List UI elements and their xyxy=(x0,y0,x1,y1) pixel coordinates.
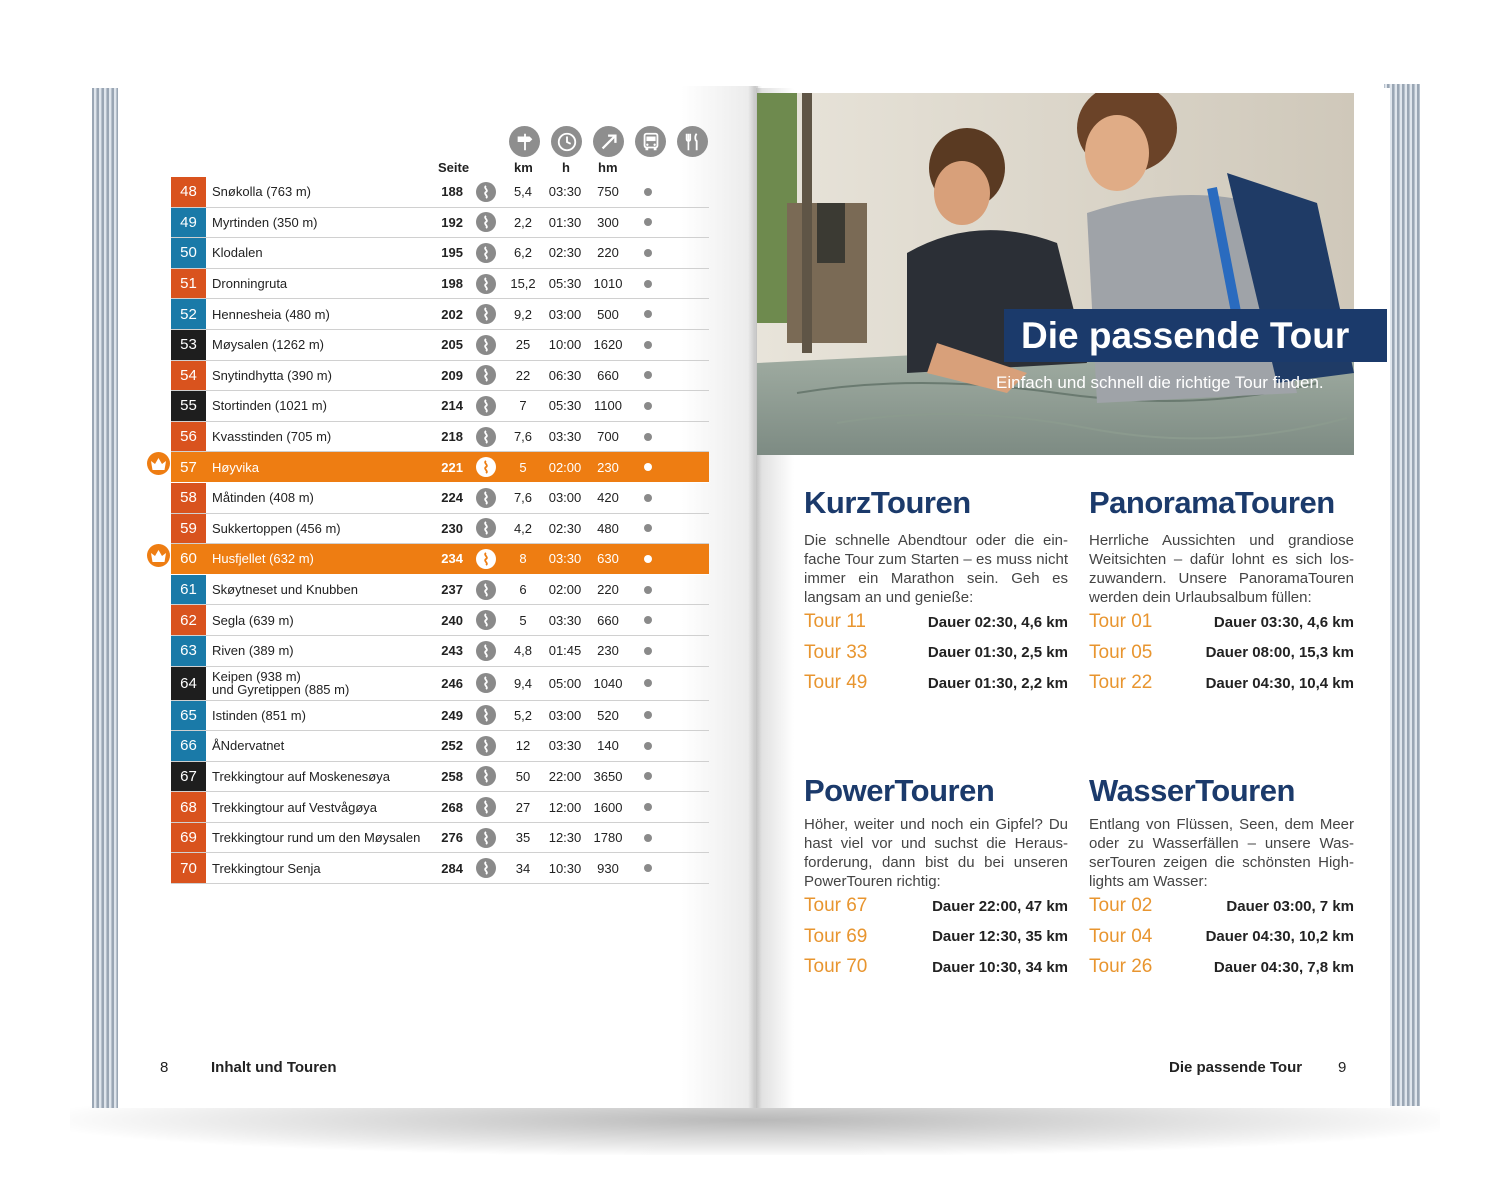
tour-ascent: 220 xyxy=(597,582,619,598)
tour-km: 5,2 xyxy=(513,707,533,723)
bus-icon xyxy=(635,126,666,157)
route-type-icon xyxy=(475,792,497,822)
left-page-number: 8 xyxy=(160,1059,169,1076)
header-icons xyxy=(509,126,708,157)
restaurant-indicator xyxy=(641,299,655,329)
tour-page: 202 xyxy=(441,306,463,322)
tour-number: 67 xyxy=(171,762,206,792)
tour-name: Skøytneset und Knubben xyxy=(212,582,358,598)
tour-ascent: 930 xyxy=(597,860,619,876)
right-running-title: Die passende Tour xyxy=(1169,1059,1303,1076)
tour-name: ÅNdervatnet xyxy=(212,738,285,754)
tour-number: 59 xyxy=(171,514,206,544)
restaurant-indicator xyxy=(641,330,655,360)
tour-km: 25 xyxy=(515,337,531,353)
restaurant-indicator xyxy=(641,636,655,666)
tour-name: Trekkingtour rund um den Møysalen xyxy=(212,830,421,846)
restaurant-indicator xyxy=(641,452,655,482)
table-row[interactable] xyxy=(171,208,709,239)
tour-list xyxy=(1089,891,1354,983)
restaurant-indicator xyxy=(641,575,655,605)
tour-ascent: 500 xyxy=(597,306,619,322)
hero-title: Die passende Tour xyxy=(1004,309,1387,362)
tour-ascent: 230 xyxy=(597,643,619,659)
tour-duration: 03:00 xyxy=(548,306,582,322)
clock-icon xyxy=(551,126,582,157)
tour-page: 240 xyxy=(441,612,463,628)
tour-km: 9,2 xyxy=(513,306,533,322)
tour-km: 5,4 xyxy=(513,184,533,200)
column-header-seite: Seite xyxy=(438,160,470,175)
tour-page: 221 xyxy=(441,459,463,475)
tour-name: Husfjellet (632 m) xyxy=(212,551,314,567)
tour-number: 57 xyxy=(171,452,206,482)
tour-name: Myrtinden (350 m) xyxy=(212,214,318,230)
tour-ascent: 700 xyxy=(597,429,619,445)
tour-km: 12 xyxy=(515,738,531,754)
tour-page: 230 xyxy=(441,520,463,536)
tour-ascent: 230 xyxy=(597,459,619,475)
tour-link[interactable]: Tour 22 xyxy=(1089,672,1153,694)
tour-page: 237 xyxy=(441,582,463,598)
tour-link[interactable]: Tour 04 xyxy=(1089,925,1153,947)
tour-duration: 06:30 xyxy=(548,367,582,383)
tour-km: 2,2 xyxy=(513,214,533,230)
table-row[interactable] xyxy=(171,701,709,732)
tour-ascent: 1600 xyxy=(593,799,623,815)
tour-ascent: 520 xyxy=(597,707,619,723)
hikers-illustration xyxy=(757,93,1354,455)
hero-subtitle: Einfach und schnell die richtige Tour finden. xyxy=(996,373,1324,392)
table-row[interactable] xyxy=(171,823,709,854)
tour-ascent: 630 xyxy=(597,551,619,567)
tour-link[interactable]: Tour 02 xyxy=(1089,895,1153,917)
tour-km: 34 xyxy=(515,860,531,876)
tour-name: Trekkingtour Senja xyxy=(212,860,321,876)
tour-duration: Dauer 04:30, 10,4 km xyxy=(1205,674,1354,692)
tour-km: 5 xyxy=(519,612,527,628)
tour-number: 48 xyxy=(171,177,206,207)
tour-duration: Dauer 04:30, 7,8 km xyxy=(1213,958,1354,976)
tour-name: Segla (639 m) xyxy=(212,612,294,628)
section-text: Die schnelle Abendtour oder die ein-fache Tour zum Starten – es muss nicht immer ein Marathon sein. Geh es langsam an und genieße: xyxy=(804,532,1068,606)
route-type-icon xyxy=(475,330,497,360)
tour-duration: 03:30 xyxy=(548,612,582,628)
tour-name: Stortinden (1021 m) xyxy=(212,398,327,414)
tour-km: 4,8 xyxy=(513,643,533,659)
restaurant-indicator xyxy=(641,177,655,207)
tour-duration: 22:00 xyxy=(548,768,582,784)
restaurant-indicator xyxy=(641,731,655,761)
tour-km: 35 xyxy=(515,830,531,846)
tour-name: Trekkingtour auf Moskenesøya xyxy=(212,768,390,784)
tour-duration: 02:30 xyxy=(548,245,582,261)
section-text: Entlang von Flüssen, Seen, dem Meer oder zu Wasserfällen – unsere Was-serTouren zeigen die schönsten High-lights am Wasser: xyxy=(1089,816,1354,890)
tour-duration: 01:45 xyxy=(548,643,582,659)
tour-km: 50 xyxy=(515,768,531,784)
tour-page: 252 xyxy=(441,738,463,754)
tour-page: 209 xyxy=(441,367,463,383)
tour-duration: 05:30 xyxy=(548,276,582,292)
tour-km: 7 xyxy=(519,398,527,414)
tour-duration: Dauer 01:30, 2,5 km xyxy=(927,644,1068,662)
tour-number: 70 xyxy=(171,853,206,883)
tour-name: Høyvika xyxy=(212,459,259,475)
route-type-icon xyxy=(475,422,497,452)
tour-number: 64 xyxy=(171,667,206,700)
tour-km: 8 xyxy=(519,551,527,567)
tour-page: 284 xyxy=(441,860,463,876)
section-kurztouren xyxy=(804,485,1068,699)
tour-duration: 12:30 xyxy=(548,830,582,846)
route-type-icon xyxy=(475,208,497,238)
section-title: PowerTouren xyxy=(804,773,995,808)
tour-number: 66 xyxy=(171,731,206,761)
tour-ascent: 660 xyxy=(597,612,619,628)
restaurant-indicator xyxy=(641,391,655,421)
tour-link[interactable]: Tour 11 xyxy=(804,611,866,633)
section-panoramatouren xyxy=(1089,485,1354,699)
tour-name: Keipen (938 m) und Gyretippen (885 m) xyxy=(212,669,350,697)
tour-page: 268 xyxy=(441,799,463,815)
restaurant-indicator xyxy=(641,823,655,853)
restaurant-indicator xyxy=(641,361,655,391)
table-row[interactable] xyxy=(171,792,709,823)
tour-name: Snytindhytta (390 m) xyxy=(212,367,332,383)
tour-number: 49 xyxy=(171,208,206,238)
tour-duration: Dauer 01:30, 2,2 km xyxy=(927,674,1068,692)
tour-duration: 10:00 xyxy=(548,337,582,353)
tour-ascent: 1620 xyxy=(593,337,623,353)
table-row[interactable] xyxy=(171,391,709,422)
tour-link[interactable]: Tour 49 xyxy=(804,672,868,694)
tour-list xyxy=(804,891,1068,983)
route-type-icon xyxy=(475,361,497,391)
tour-duration: 05:00 xyxy=(548,675,582,691)
left-running-title: Inhalt und Touren xyxy=(211,1059,337,1076)
tour-duration: Dauer 08:00, 15,3 km xyxy=(1205,644,1354,662)
section-title: WasserTouren xyxy=(1089,773,1295,808)
tour-link[interactable]: Tour 67 xyxy=(804,895,868,917)
restaurant-icon xyxy=(677,126,708,157)
route-type-icon xyxy=(475,269,497,299)
tour-link[interactable]: Tour 05 xyxy=(1089,641,1153,663)
tour-page: 258 xyxy=(441,768,463,784)
table-row[interactable] xyxy=(171,605,709,636)
tour-km: 15,2 xyxy=(510,276,536,292)
tour-name: Kvasstinden (705 m) xyxy=(212,429,332,445)
table-row[interactable] xyxy=(171,269,709,300)
section-text: Herrliche Aussichten und grandiose Weitsichten – dafür lohnt es sich los-zuwandern. Unsere PanoramaTouren werden dein Urlaubsalbum füllen: xyxy=(1089,532,1354,606)
tour-km: 22 xyxy=(515,367,531,383)
column-header-hm: hm xyxy=(598,160,618,175)
tour-number: 54 xyxy=(171,361,206,391)
tour-duration: 10:30 xyxy=(548,860,582,876)
tour-duration: 03:30 xyxy=(548,738,582,754)
table-row[interactable] xyxy=(171,299,709,330)
right-page-number: 9 xyxy=(1338,1059,1347,1076)
tour-name: Sukkertoppen (456 m) xyxy=(212,520,341,536)
tour-link[interactable]: Tour 26 xyxy=(1089,956,1153,978)
hero-photo xyxy=(757,93,1354,455)
signpost-icon xyxy=(509,126,540,157)
route-type-icon xyxy=(475,452,497,482)
tour-duration: 03:30 xyxy=(548,184,582,200)
tour-ascent: 300 xyxy=(597,214,619,230)
tour-link[interactable]: Tour 01 xyxy=(1089,611,1153,633)
tour-link[interactable]: Tour 69 xyxy=(804,925,868,947)
tour-page: 276 xyxy=(441,830,463,846)
table-row[interactable] xyxy=(171,422,709,453)
section-powertouren xyxy=(804,773,1068,983)
tour-number: 63 xyxy=(171,636,206,666)
tour-name: Riven (389 m) xyxy=(212,643,294,659)
tour-page: 246 xyxy=(441,675,463,691)
tour-duration: Dauer 03:30, 4,6 km xyxy=(1213,613,1354,631)
column-header-km: km xyxy=(514,160,533,175)
tour-ascent: 140 xyxy=(597,738,619,754)
tour-name: Trekkingtour auf Vestvågøya xyxy=(212,799,377,815)
tour-number: 62 xyxy=(171,605,206,635)
tour-number: 68 xyxy=(171,792,206,822)
table-row[interactable] xyxy=(171,452,709,483)
route-type-icon xyxy=(475,299,497,329)
tour-km: 7,6 xyxy=(513,490,533,506)
tour-name: Dronningruta xyxy=(212,276,288,292)
table-row[interactable] xyxy=(171,330,709,361)
tour-km: 6,2 xyxy=(513,245,533,261)
ascent-icon xyxy=(593,126,624,157)
route-type-icon xyxy=(475,605,497,635)
tour-ascent: 420 xyxy=(597,490,619,506)
tour-page: 192 xyxy=(441,214,463,230)
tour-duration: 03:30 xyxy=(548,551,582,567)
table-row[interactable] xyxy=(171,762,709,793)
tour-name: Klodalen xyxy=(212,245,263,261)
tour-table xyxy=(171,177,709,884)
route-type-icon xyxy=(475,575,497,605)
restaurant-indicator xyxy=(641,269,655,299)
tour-duration: Dauer 03:00, 7 km xyxy=(1226,897,1354,915)
restaurant-indicator xyxy=(641,762,655,792)
tour-page: 214 xyxy=(441,398,463,414)
tour-duration: 02:00 xyxy=(548,582,582,598)
tour-ascent: 3650 xyxy=(593,768,623,784)
section-text: Höher, weiter und noch ein Gipfel? Du hast viel vor und suchst die Heraus-forderung, dann bist du bei unseren PowerTouren richtig: xyxy=(804,816,1068,890)
table-row[interactable] xyxy=(171,361,709,392)
tour-duration: Dauer 04:30, 10,2 km xyxy=(1205,928,1354,946)
tour-ascent: 1780 xyxy=(593,830,623,846)
tour-number: 55 xyxy=(171,391,206,421)
tour-ascent: 1040 xyxy=(593,675,623,691)
table-row[interactable] xyxy=(171,238,709,269)
tour-number: 51 xyxy=(171,269,206,299)
tour-duration: 03:00 xyxy=(548,707,582,723)
table-row[interactable] xyxy=(171,514,709,545)
route-type-icon xyxy=(475,483,497,513)
route-type-icon xyxy=(475,636,497,666)
tour-duration: 03:30 xyxy=(548,429,582,445)
restaurant-indicator xyxy=(641,208,655,238)
tour-duration: Dauer 10:30, 34 km xyxy=(932,958,1068,976)
route-type-icon xyxy=(475,823,497,853)
tour-number: 50 xyxy=(171,238,206,268)
table-row[interactable] xyxy=(171,177,709,208)
crown-icon xyxy=(147,544,170,567)
table-row[interactable] xyxy=(171,636,709,667)
restaurant-indicator xyxy=(641,238,655,268)
tour-page: 234 xyxy=(441,551,463,567)
tour-name: Istinden (851 m) xyxy=(212,707,306,723)
section-wassertouren xyxy=(1089,773,1354,983)
route-type-icon xyxy=(475,853,497,883)
tour-number: 56 xyxy=(171,422,206,452)
restaurant-indicator xyxy=(641,605,655,635)
restaurant-indicator xyxy=(641,701,655,731)
column-header-h: h xyxy=(562,160,570,175)
table-row[interactable] xyxy=(171,731,709,762)
tour-duration: Dauer 22:00, 47 km xyxy=(932,897,1068,915)
tour-km: 5 xyxy=(519,459,527,475)
tour-duration: Dauer 12:30, 35 km xyxy=(932,928,1068,946)
tour-page: 188 xyxy=(441,184,463,200)
tour-duration: 02:30 xyxy=(548,520,582,536)
route-type-icon xyxy=(475,544,497,574)
route-type-icon xyxy=(475,667,497,700)
restaurant-indicator xyxy=(641,853,655,883)
tour-ascent: 1010 xyxy=(593,276,623,292)
route-type-icon xyxy=(475,391,497,421)
tour-name: Hennesheia (480 m) xyxy=(212,306,330,322)
tour-page: 224 xyxy=(441,490,463,506)
tour-km: 9,4 xyxy=(513,675,533,691)
tour-ascent: 220 xyxy=(597,245,619,261)
tour-km: 7,6 xyxy=(513,429,533,445)
tour-duration: 03:00 xyxy=(548,490,582,506)
tour-number: 60 xyxy=(171,544,206,574)
tour-km: 4,2 xyxy=(513,520,533,536)
table-row[interactable] xyxy=(171,483,709,514)
tour-link[interactable]: Tour 33 xyxy=(804,641,868,663)
table-row[interactable] xyxy=(171,575,709,606)
tour-number: 58 xyxy=(171,483,206,513)
tour-name: Møysalen (1262 m) xyxy=(212,337,324,353)
tour-page: 249 xyxy=(441,707,463,723)
tour-page: 205 xyxy=(441,337,463,353)
tour-number: 53 xyxy=(171,330,206,360)
tour-duration: 05:30 xyxy=(548,398,582,414)
tour-km: 6 xyxy=(519,582,527,598)
tour-duration: 01:30 xyxy=(548,214,582,230)
section-title: PanoramaTouren xyxy=(1089,485,1335,520)
route-type-icon xyxy=(475,701,497,731)
table-row[interactable] xyxy=(171,667,709,701)
tour-duration: Dauer 02:30, 4,6 km xyxy=(927,613,1068,631)
tour-duration: 02:00 xyxy=(548,459,582,475)
tour-km: 27 xyxy=(515,799,531,815)
tour-page: 195 xyxy=(441,245,463,261)
table-row[interactable] xyxy=(171,544,709,575)
tour-duration: 12:00 xyxy=(548,799,582,815)
restaurant-indicator xyxy=(641,422,655,452)
tour-link[interactable]: Tour 70 xyxy=(804,956,868,978)
tour-name: Måtinden (408 m) xyxy=(212,490,314,506)
tour-ascent: 750 xyxy=(597,184,619,200)
tour-list xyxy=(1089,607,1354,699)
tour-page: 218 xyxy=(441,429,463,445)
restaurant-indicator xyxy=(641,514,655,544)
tour-name: Snøkolla (763 m) xyxy=(212,184,311,200)
restaurant-indicator xyxy=(641,483,655,513)
tour-number: 65 xyxy=(171,701,206,731)
restaurant-indicator xyxy=(641,544,655,574)
restaurant-indicator xyxy=(641,792,655,822)
route-type-icon xyxy=(475,731,497,761)
tour-number: 61 xyxy=(171,575,206,605)
tour-number: 69 xyxy=(171,823,206,853)
route-type-icon xyxy=(475,514,497,544)
tour-list xyxy=(804,607,1068,699)
restaurant-indicator xyxy=(641,667,655,700)
section-title: KurzTouren xyxy=(804,485,971,520)
tour-ascent: 480 xyxy=(597,520,619,536)
tour-ascent: 1100 xyxy=(594,398,622,414)
route-type-icon xyxy=(475,177,497,207)
route-type-icon xyxy=(475,238,497,268)
table-row[interactable] xyxy=(171,853,709,884)
tour-ascent: 660 xyxy=(597,367,619,383)
tour-page: 198 xyxy=(441,276,463,292)
tour-number: 52 xyxy=(171,299,206,329)
route-type-icon xyxy=(475,762,497,792)
tour-page: 243 xyxy=(441,643,463,659)
